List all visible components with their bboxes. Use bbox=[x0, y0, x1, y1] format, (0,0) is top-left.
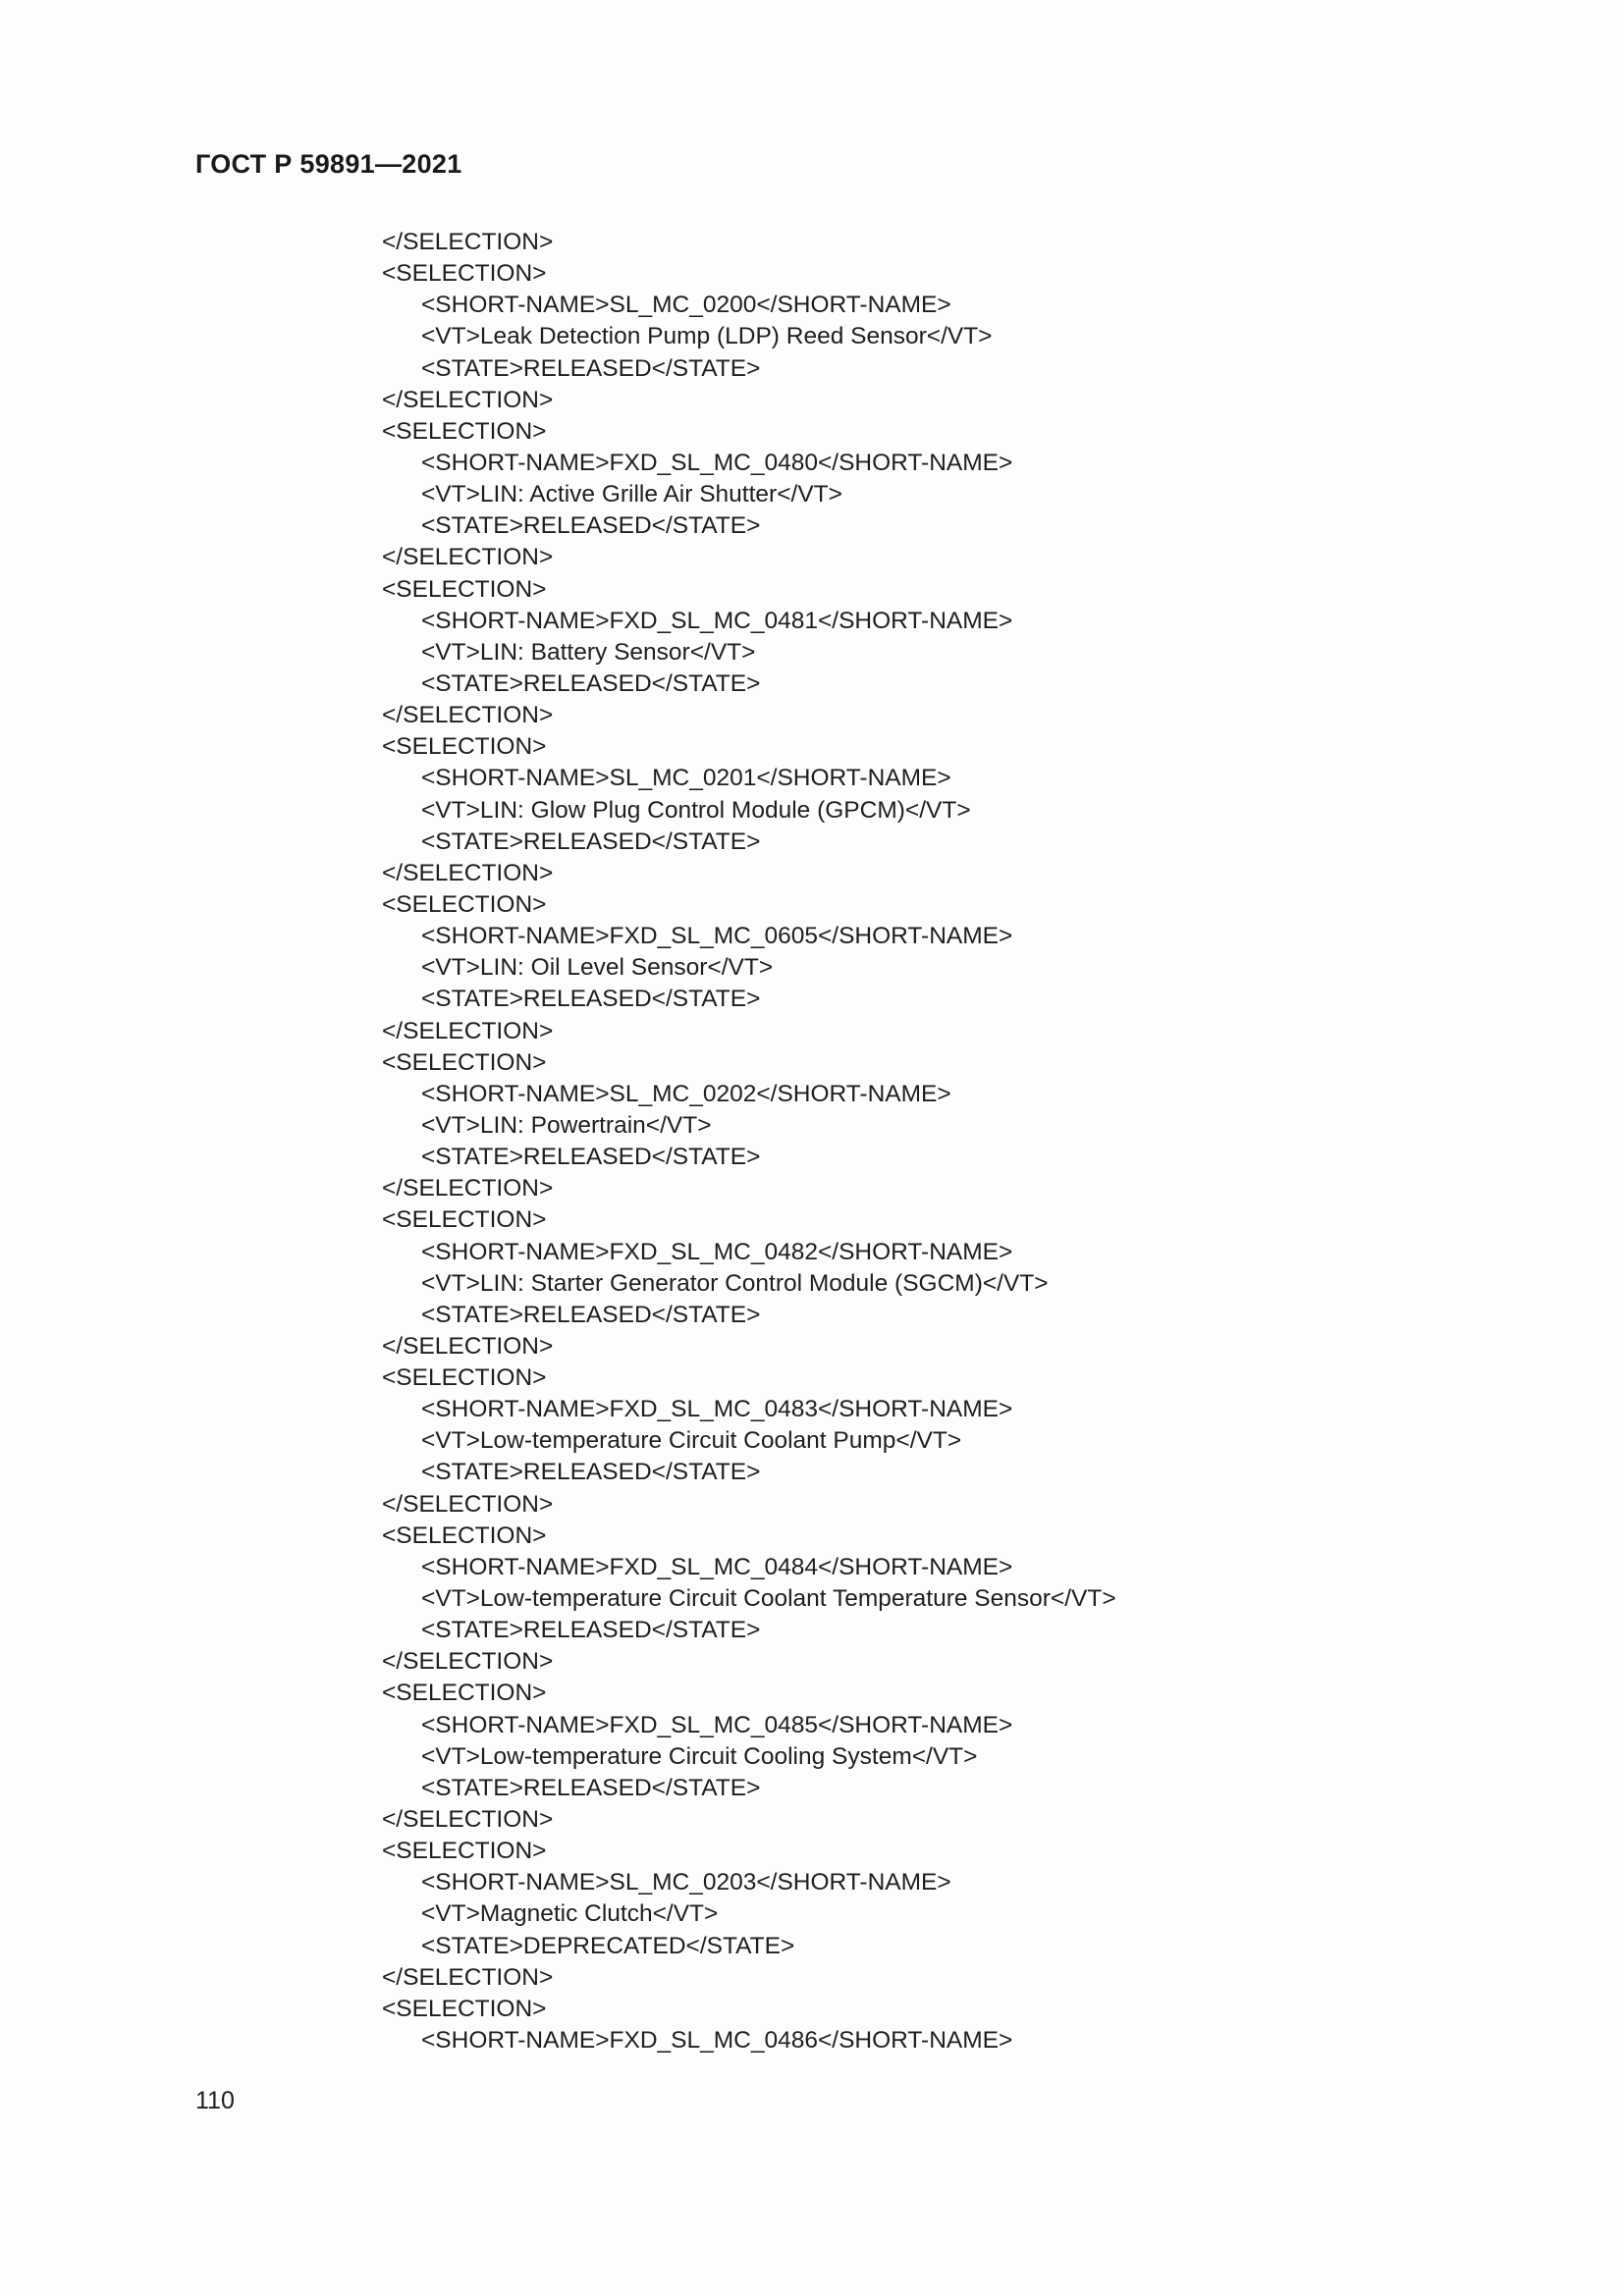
code-line: <SHORT-NAME>FXD_SL_MC_0485</SHORT-NAME> bbox=[421, 1711, 1013, 1738]
code-line: </SELECTION> bbox=[382, 1806, 554, 1834]
code-line: <SELECTION> bbox=[382, 417, 547, 445]
code-line: <STATE>RELEASED</STATE> bbox=[421, 1774, 761, 1801]
code-line: <VT>Low-temperature Circuit Coolant Temperature Sensor</VT> bbox=[421, 1585, 1116, 1613]
code-line: <SELECTION> bbox=[382, 575, 547, 603]
code-line: <SELECTION> bbox=[382, 1048, 547, 1076]
code-line: <STATE>DEPRECATED</STATE> bbox=[421, 1932, 795, 1959]
code-line: </SELECTION> bbox=[382, 1017, 554, 1044]
code-line: <VT>LIN: Starter Generator Control Module (SGCM)</VT> bbox=[421, 1269, 1049, 1297]
code-line: <STATE>RELEASED</STATE> bbox=[421, 828, 761, 855]
code-line: <SHORT-NAME>FXD_SL_MC_0484</SHORT-NAME> bbox=[421, 1553, 1013, 1580]
code-line: </SELECTION> bbox=[382, 1648, 554, 1676]
code-line: <STATE>RELEASED</STATE> bbox=[421, 669, 761, 697]
code-line: </SELECTION> bbox=[382, 702, 554, 729]
code-line: <SHORT-NAME>SL_MC_0203</SHORT-NAME> bbox=[421, 1869, 951, 1896]
code-line: <SHORT-NAME>SL_MC_0202</SHORT-NAME> bbox=[421, 1080, 951, 1107]
code-line: <SELECTION> bbox=[382, 890, 547, 918]
code-line: </SELECTION> bbox=[382, 1963, 554, 1991]
code-line: </SELECTION> bbox=[382, 544, 554, 571]
code-line: <SELECTION> bbox=[382, 260, 547, 288]
code-line: </SELECTION> bbox=[382, 1175, 554, 1202]
code-line: <SHORT-NAME>SL_MC_0200</SHORT-NAME> bbox=[421, 292, 951, 319]
code-line: <VT>LIN: Oil Level Sensor</VT> bbox=[421, 954, 774, 982]
code-line: <VT>Low-temperature Circuit Cooling System</VT> bbox=[421, 1742, 978, 1770]
code-line: <SHORT-NAME>FXD_SL_MC_0486</SHORT-NAME> bbox=[421, 2027, 1013, 2055]
code-line: <STATE>RELEASED</STATE> bbox=[421, 1459, 761, 1486]
code-line: <VT>LIN: Active Grille Air Shutter</VT> bbox=[421, 481, 842, 508]
code-line: <SHORT-NAME>FXD_SL_MC_0605</SHORT-NAME> bbox=[421, 923, 1013, 950]
code-line: <STATE>RELEASED</STATE> bbox=[421, 1617, 761, 1644]
code-line: <STATE>RELEASED</STATE> bbox=[421, 512, 761, 540]
code-line: <SELECTION> bbox=[382, 1995, 547, 2022]
code-line: <SHORT-NAME>FXD_SL_MC_0481</SHORT-NAME> bbox=[421, 607, 1013, 634]
code-line: <STATE>RELEASED</STATE> bbox=[421, 1144, 761, 1171]
code-line: <VT>Magnetic Clutch</VT> bbox=[421, 1900, 719, 1928]
code-line: </SELECTION> bbox=[382, 229, 554, 255]
code-line: <SHORT-NAME>FXD_SL_MC_0480</SHORT-NAME> bbox=[421, 449, 1013, 476]
code-line: <SHORT-NAME>FXD_SL_MC_0483</SHORT-NAME> bbox=[421, 1396, 1013, 1423]
code-line: <VT>LIN: Glow Plug Control Module (GPCM)</VT> bbox=[421, 796, 971, 824]
code-line: </SELECTION> bbox=[382, 859, 554, 886]
code-line: <SELECTION> bbox=[382, 1680, 547, 1707]
code-line: <STATE>RELEASED</STATE> bbox=[421, 354, 761, 382]
code-line: <VT>LIN: Powertrain</VT> bbox=[421, 1111, 712, 1139]
code-line: <VT>Low-temperature Circuit Coolant Pump</VT> bbox=[421, 1427, 962, 1455]
xml-code-listing bbox=[382, 227, 1511, 2056]
code-line: <SELECTION> bbox=[382, 733, 547, 761]
code-line: <STATE>RELEASED</STATE> bbox=[421, 986, 761, 1013]
code-line: </SELECTION> bbox=[382, 1490, 554, 1518]
code-line: <SHORT-NAME>SL_MC_0201</SHORT-NAME> bbox=[421, 765, 951, 792]
code-line: <SELECTION> bbox=[382, 1522, 547, 1549]
code-line: <SELECTION> bbox=[382, 1838, 547, 1865]
code-line: </SELECTION> bbox=[382, 386, 554, 413]
code-line: <SELECTION> bbox=[382, 1206, 547, 1234]
code-line: <VT>LIN: Battery Sensor</VT> bbox=[421, 638, 756, 666]
code-line: <VT>Leak Detection Pump (LDP) Reed Sensor</VT> bbox=[421, 323, 993, 350]
page-number: 110 bbox=[195, 2087, 235, 2114]
code-line: </SELECTION> bbox=[382, 1332, 554, 1360]
standard-header: ГОСТ Р 59891—2021 bbox=[195, 149, 462, 179]
code-line: <STATE>RELEASED</STATE> bbox=[421, 1301, 761, 1328]
code-line: <SELECTION> bbox=[382, 1364, 547, 1392]
code-line: <SHORT-NAME>FXD_SL_MC_0482</SHORT-NAME> bbox=[421, 1238, 1013, 1265]
